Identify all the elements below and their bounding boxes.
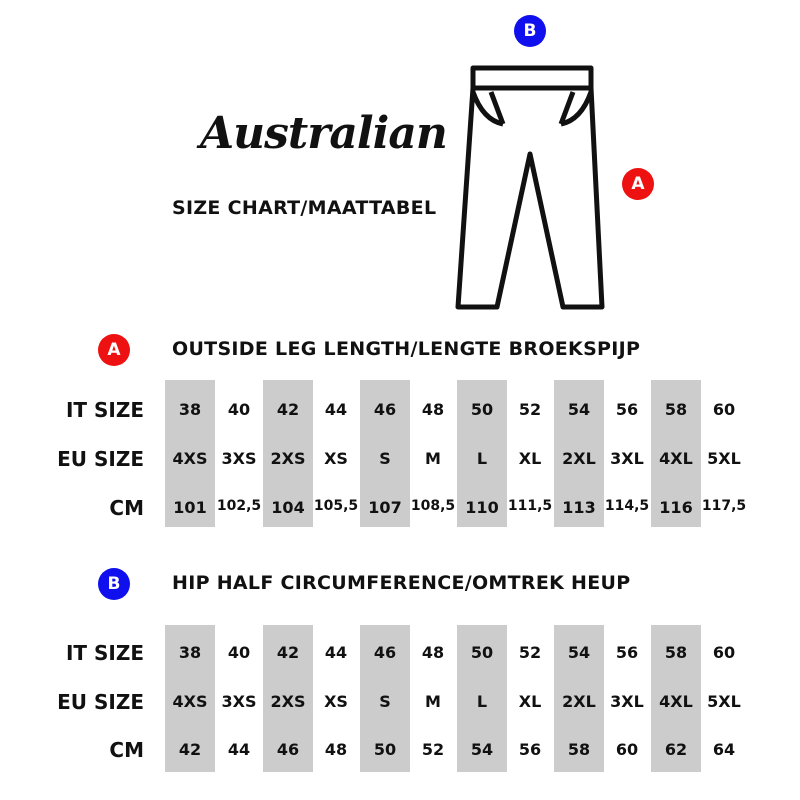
table-cell: 54 bbox=[470, 740, 494, 759]
section-title: HIP HALF CIRCUMFERENCE/OMTREK HEUP bbox=[172, 572, 631, 594]
section-badge: B bbox=[98, 568, 130, 600]
table-cell: 38 bbox=[178, 400, 202, 419]
row-label: EU SIZE bbox=[57, 447, 144, 471]
table-cell: 62 bbox=[664, 740, 688, 759]
table-cell: 52 bbox=[518, 400, 542, 419]
table-cell: XL bbox=[518, 692, 542, 711]
table-cell: XS bbox=[324, 692, 348, 711]
table-cell: 2XS bbox=[270, 692, 306, 711]
table-cell: 58 bbox=[567, 740, 591, 759]
row-label: CM bbox=[109, 738, 144, 762]
table-cell: L bbox=[476, 449, 488, 468]
table-cell: 52 bbox=[518, 643, 542, 662]
table-cell: 58 bbox=[664, 400, 688, 419]
table-cell: 44 bbox=[324, 643, 348, 662]
table-cell: 38 bbox=[178, 643, 202, 662]
table-cell: 50 bbox=[470, 643, 494, 662]
table-cell: 104 bbox=[271, 498, 305, 517]
table-cell: 60 bbox=[615, 740, 639, 759]
table-cell: M bbox=[425, 449, 441, 468]
table-cell: 3XL bbox=[610, 692, 644, 711]
table-cell: M bbox=[425, 692, 441, 711]
table-cell: 110 bbox=[465, 498, 499, 517]
table-cell: 107 bbox=[368, 498, 402, 517]
table-cell: 4XL bbox=[659, 449, 693, 468]
row-label: IT SIZE bbox=[65, 398, 144, 422]
table-cell: 3XL bbox=[610, 449, 644, 468]
table-cell: 44 bbox=[324, 400, 348, 419]
table-cell: S bbox=[379, 449, 391, 468]
table-cell: 42 bbox=[178, 740, 202, 759]
table-cell: 56 bbox=[615, 400, 639, 419]
table-cell: XL bbox=[518, 449, 542, 468]
table-cell: 46 bbox=[373, 643, 397, 662]
table-cell: 2XL bbox=[562, 449, 596, 468]
table-cell: 58 bbox=[664, 643, 688, 662]
table-cell: 4XL bbox=[659, 692, 693, 711]
row-label: CM bbox=[109, 496, 144, 520]
table-cell: 114,5 bbox=[604, 498, 650, 514]
table-cell: 117,5 bbox=[701, 498, 747, 514]
table-cell: 4XS bbox=[172, 692, 208, 711]
table-cell: XS bbox=[324, 449, 348, 468]
table-cell: 42 bbox=[276, 643, 300, 662]
table-cell: 60 bbox=[712, 400, 736, 419]
table-cell: 2XS bbox=[270, 449, 306, 468]
table-cell: 64 bbox=[712, 740, 736, 759]
table-cell: 54 bbox=[567, 643, 591, 662]
table-cell: 113 bbox=[562, 498, 596, 517]
row-label: EU SIZE bbox=[57, 690, 144, 714]
table-cell: 52 bbox=[421, 740, 445, 759]
table-cell: 50 bbox=[470, 400, 494, 419]
table-cell: 111,5 bbox=[507, 498, 553, 514]
table-cell: 48 bbox=[324, 740, 348, 759]
pants-icon bbox=[455, 62, 605, 312]
table-cell: 3XS bbox=[221, 692, 257, 711]
table-cell: 102,5 bbox=[216, 498, 262, 514]
brand-logo: Australian bbox=[200, 108, 447, 159]
table-cell: 42 bbox=[276, 400, 300, 419]
section-badge: A bbox=[98, 334, 130, 366]
table-cell: 40 bbox=[227, 643, 251, 662]
table-cell: 2XL bbox=[562, 692, 596, 711]
table-cell: 44 bbox=[227, 740, 251, 759]
row-label: IT SIZE bbox=[65, 641, 144, 665]
table-cell: S bbox=[379, 692, 391, 711]
table-cell: 108,5 bbox=[410, 498, 456, 514]
table-cell: 40 bbox=[227, 400, 251, 419]
table-cell: 54 bbox=[567, 400, 591, 419]
table-cell: 60 bbox=[712, 643, 736, 662]
table-cell: 5XL bbox=[707, 692, 741, 711]
table-cell: 116 bbox=[659, 498, 693, 517]
page-title: SIZE CHART/MAATTABEL bbox=[172, 197, 437, 219]
table-cell: 105,5 bbox=[313, 498, 359, 514]
badge-b: B bbox=[514, 15, 546, 47]
badge-a: A bbox=[622, 168, 654, 200]
table-cell: 50 bbox=[373, 740, 397, 759]
table-cell: 48 bbox=[421, 643, 445, 662]
table-cell: 48 bbox=[421, 400, 445, 419]
table-cell: 4XS bbox=[172, 449, 208, 468]
section-title: OUTSIDE LEG LENGTH/LENGTE BROEKSPIJP bbox=[172, 338, 641, 360]
table-cell: L bbox=[476, 692, 488, 711]
table-cell: 46 bbox=[276, 740, 300, 759]
table-cell: 5XL bbox=[707, 449, 741, 468]
table-cell: 46 bbox=[373, 400, 397, 419]
table-cell: 56 bbox=[615, 643, 639, 662]
table-cell: 56 bbox=[518, 740, 542, 759]
table-cell: 101 bbox=[173, 498, 207, 517]
table-cell: 3XS bbox=[221, 449, 257, 468]
